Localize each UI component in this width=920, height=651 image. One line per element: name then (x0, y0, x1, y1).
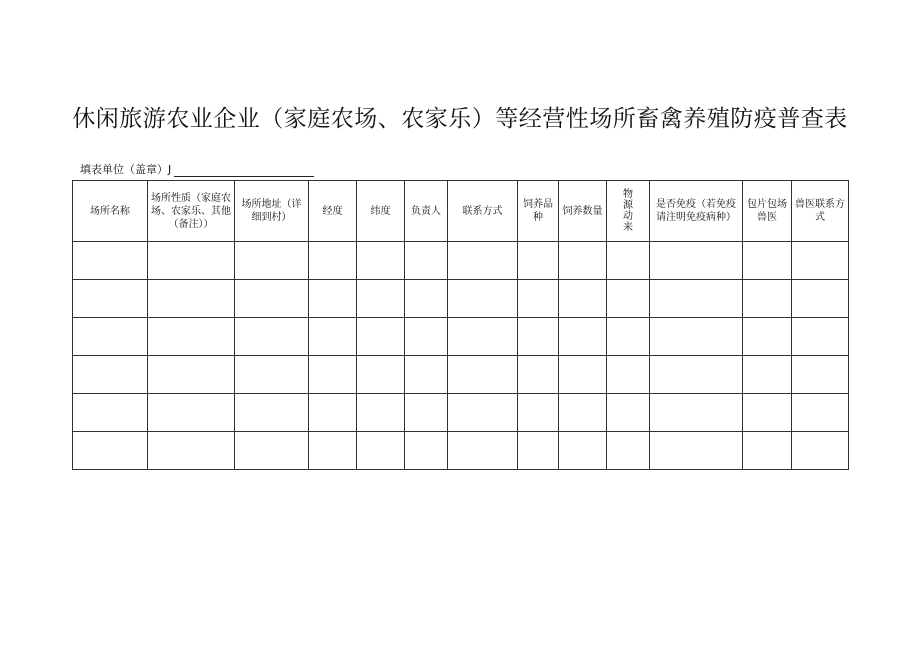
table-cell[interactable] (559, 242, 607, 280)
table-cell[interactable] (235, 280, 309, 318)
table-cell[interactable] (518, 318, 559, 356)
table-cell[interactable] (405, 242, 448, 280)
table-cell[interactable] (73, 432, 148, 470)
table-cell[interactable] (743, 318, 792, 356)
table-cell[interactable] (73, 394, 148, 432)
table-cell[interactable] (518, 432, 559, 470)
header-immunization: 是否免疫（若免疫请注明免疫病种） (650, 181, 743, 242)
table-cell[interactable] (518, 280, 559, 318)
header-vet-contact: 兽医联系方式 (792, 181, 849, 242)
header-latitude: 纬度 (357, 181, 405, 242)
table-cell[interactable] (743, 280, 792, 318)
table-cell[interactable] (650, 242, 743, 280)
table-cell[interactable] (309, 356, 357, 394)
table-cell[interactable] (405, 356, 448, 394)
table-cell[interactable] (309, 432, 357, 470)
table-cell[interactable] (607, 394, 650, 432)
table-cell[interactable] (559, 318, 607, 356)
header-breed: 饲养品种 (518, 181, 559, 242)
table-cell[interactable] (792, 242, 849, 280)
table-cell[interactable] (792, 280, 849, 318)
table-row (73, 432, 849, 470)
table-cell[interactable] (650, 394, 743, 432)
table-cell[interactable] (448, 394, 518, 432)
table-cell[interactable] (518, 242, 559, 280)
table-cell[interactable] (73, 318, 148, 356)
table-cell[interactable] (405, 394, 448, 432)
table-cell[interactable] (357, 280, 405, 318)
table-cell[interactable] (792, 394, 849, 432)
table-cell[interactable] (650, 280, 743, 318)
table-cell[interactable] (405, 318, 448, 356)
table-cell[interactable] (309, 242, 357, 280)
table-cell[interactable] (73, 356, 148, 394)
table-cell[interactable] (357, 356, 405, 394)
table-cell[interactable] (792, 356, 849, 394)
table-cell[interactable] (235, 394, 309, 432)
table-cell[interactable] (148, 280, 235, 318)
table-cell[interactable] (73, 280, 148, 318)
table-cell[interactable] (743, 356, 792, 394)
table-cell[interactable] (559, 432, 607, 470)
header-place-address: 场所地址（详细到村） (235, 181, 309, 242)
table-cell[interactable] (235, 318, 309, 356)
table-row (73, 280, 849, 318)
table-cell[interactable] (235, 242, 309, 280)
table-cell[interactable] (792, 432, 849, 470)
table-row (73, 242, 849, 280)
table-cell[interactable] (518, 356, 559, 394)
table-cell[interactable] (448, 318, 518, 356)
header-contact: 联系方式 (448, 181, 518, 242)
table-cell[interactable] (405, 432, 448, 470)
table-cell[interactable] (607, 318, 650, 356)
table-cell[interactable] (309, 280, 357, 318)
table-cell[interactable] (357, 432, 405, 470)
header-place-type: 场所性质（家庭农场、农家乐、其他（备注）） (148, 181, 235, 242)
table-cell[interactable] (743, 242, 792, 280)
table-cell[interactable] (650, 318, 743, 356)
table-cell[interactable] (607, 242, 650, 280)
table-cell[interactable] (357, 242, 405, 280)
table-cell[interactable] (448, 356, 518, 394)
table-cell[interactable] (518, 394, 559, 432)
table-cell[interactable] (405, 280, 448, 318)
table-cell[interactable] (148, 318, 235, 356)
table-cell[interactable] (559, 280, 607, 318)
header-animal-source-label: 物源动来 (623, 188, 633, 233)
header-animal-source (607, 181, 650, 242)
table-cell[interactable] (559, 394, 607, 432)
table-cell[interactable] (448, 432, 518, 470)
table-cell[interactable] (148, 394, 235, 432)
table-cell[interactable] (607, 432, 650, 470)
header-person-in-charge: 负责人 (405, 181, 448, 242)
fill-unit-blank[interactable] (174, 164, 314, 177)
table-row (73, 318, 849, 356)
table-cell[interactable] (743, 394, 792, 432)
table-cell[interactable] (650, 356, 743, 394)
header-longitude: 经度 (309, 181, 357, 242)
table-cell[interactable] (357, 394, 405, 432)
table-row (73, 394, 849, 432)
fill-unit-line (80, 163, 314, 177)
table-cell[interactable] (309, 394, 357, 432)
table-cell[interactable] (792, 318, 849, 356)
header-vet-assigned: 包片包场兽医 (743, 181, 792, 242)
table-cell[interactable] (743, 432, 792, 470)
table-cell[interactable] (448, 280, 518, 318)
table-body (73, 242, 849, 470)
table-cell[interactable] (148, 356, 235, 394)
table-cell[interactable] (607, 280, 650, 318)
table-cell[interactable] (357, 318, 405, 356)
survey-table (72, 180, 849, 470)
fill-unit-label: 填表单位（盖章）J (80, 163, 172, 176)
table-cell[interactable] (448, 242, 518, 280)
table-row (73, 356, 849, 394)
header-quantity: 饲养数量 (559, 181, 607, 242)
table-cell[interactable] (650, 432, 743, 470)
page-title: 休闲旅游农业企业（家庭农场、农家乐）等经营性场所畜禽养殖防疫普查表 (72, 106, 848, 132)
header-place-name: 场所名称 (73, 181, 148, 242)
table-cell[interactable] (73, 242, 148, 280)
table-cell[interactable] (559, 356, 607, 394)
table-cell[interactable] (235, 432, 309, 470)
header-row (73, 181, 849, 242)
table-cell[interactable] (148, 242, 235, 280)
table-cell[interactable] (148, 432, 235, 470)
table-cell[interactable] (607, 356, 650, 394)
table-cell[interactable] (235, 356, 309, 394)
table-cell[interactable] (309, 318, 357, 356)
